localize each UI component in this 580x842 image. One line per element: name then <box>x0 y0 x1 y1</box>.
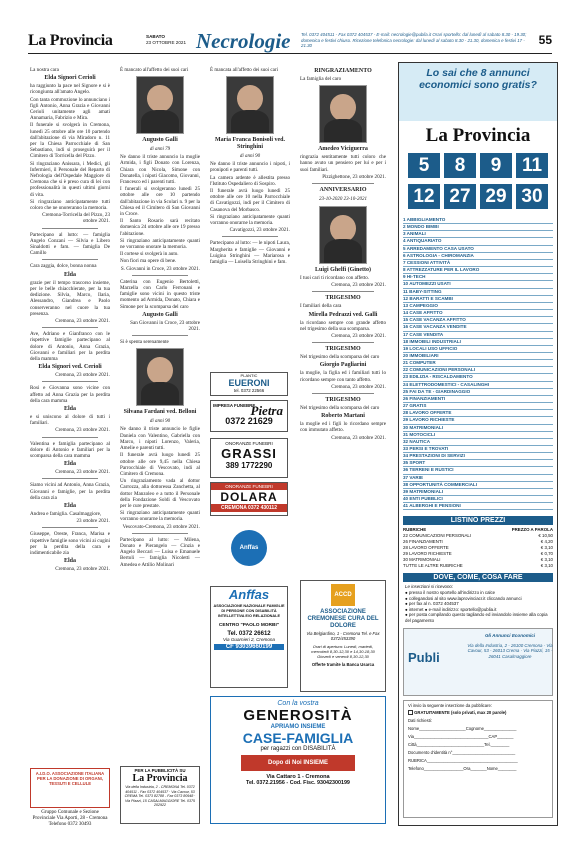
column-4 <box>300 66 386 443</box>
publication-title: La Provincia <box>28 32 113 49</box>
plantic-tel: tel. 0372 22566 <box>233 388 265 393</box>
notice-text: Un ringraziamento vada al dottor Carrozza, alla dottoressa Zanchetta, al dottor Manzoleo e a tutto il Personale della Fondazione Soldi di Vescovato per le cure prestate. <box>120 478 200 509</box>
form-field[interactable]: Dati richiesti: <box>408 717 432 723</box>
notice-text: ha raggiunto la pace nel Signore e si è ricongiunta all'amato Angelo. <box>30 83 110 96</box>
where-how-title: DOVE, COME, COSA FARE <box>403 573 553 582</box>
price-rubric: TUTTE LE ALTRE RUBRICHE <box>403 563 463 569</box>
anffas-ad <box>210 586 288 688</box>
name-heading: TRIGESIMO <box>325 295 361 302</box>
pietra-tel: 0372 21629 <box>225 416 273 426</box>
category-item: 19 LOCALI USO UFFICIO <box>403 346 553 353</box>
accd-foot: Offerte tramite la Banca Usarca <box>311 661 375 667</box>
category-item: 7 CESSIONI ATTIVITÀ <box>403 260 553 267</box>
publicity-text: Via della Industria, 2 - CREMONA Tel. 0372 404511 - Fax 0372 404537 · Via Cavour, 53 CREMA Tel. 0373 82788 - Fax 0373 80948 · Via Piazzi, 15 CASALMAGGIORE Tel. 0375 202922 <box>124 785 196 808</box>
place-date: Vescovato-Cremona, 23 ottobre 2021. <box>122 523 200 530</box>
name-heading: Mirella Pedrazzi ved. Galli <box>308 311 378 318</box>
publicity-title: PER LA PUBBLICITÀ SU <box>134 768 186 773</box>
category-item: 26 FINANZIAMENTI <box>403 396 553 403</box>
anffas-addr: Via Guarnieri 2, Cremona <box>222 637 275 643</box>
category-item: 21 COMPUTER <box>403 360 553 367</box>
publi-logo: Publi <box>408 649 440 665</box>
form-field[interactable]: Via________________________________CAP_______ <box>408 733 514 739</box>
portrait-photo <box>319 85 367 143</box>
price-value: € 10,50 <box>538 533 553 539</box>
free-day-box: 8 <box>444 153 476 178</box>
notice-text: Ave, Adriano e Gianfranco con le rispettive famiglie partecipano al dolore di Antonio, Anna Grazia, Giovanni e familiari per la perdita della mamma <box>30 331 110 362</box>
name-heading: Elda <box>63 405 76 412</box>
name-heading: RINGRAZIAMENTO <box>314 68 372 74</box>
gen-tel: Tel. 0372.21956 - Cod. Fisc. 93042300199 <box>246 780 350 786</box>
grassi-tel: 389 1772290 <box>225 461 273 470</box>
pietra-name: Pietra <box>250 403 283 418</box>
anffas-logo-box <box>210 522 288 580</box>
price-list-title: LISTINO PREZZI <box>403 516 553 525</box>
category-item: 36 TERRENI E RUSTICI <box>403 467 553 474</box>
name-heading: Elda <box>63 502 76 509</box>
price-value: € 3,10 <box>540 545 553 551</box>
price-value: € 3,10 <box>540 557 553 563</box>
grassi-ad <box>210 438 288 478</box>
notice-text: Si ringraziano anticipatamente quanti vorranno onorarne la memoria. <box>210 213 290 227</box>
place-date: S. Giovanni in Croce, 23 ottobre 2021. <box>120 265 200 272</box>
price-value: € 4,20 <box>540 539 553 545</box>
days-row-1 <box>399 153 557 178</box>
category-item: 30 MATRIMONIALI <box>403 425 553 432</box>
notice-text: La camera ardente è allestita presso l'Istituto Ospedaliero di Sospiro. <box>210 174 290 187</box>
gen-dopo: Dopo di Noi INSIEME <box>241 755 355 771</box>
notice-text: Si ringraziano anticipatamente quanti vorranno onorarne la memoria. <box>120 510 200 523</box>
accd-name: ASSOCIAZIONE CREMONESE CURA DEL DOLORE <box>307 609 379 629</box>
category-item: 2 MONDO BIMBI <box>403 224 553 231</box>
category-item: 33 PERSI E TROVATI <box>403 446 553 453</box>
name-heading: Augusto Galli <box>142 311 178 318</box>
name-heading: Elda <box>63 271 76 278</box>
notice-text: Il funerale avrà luogo lunedì 25 ottobre alle ore 10 nella Parrocchiale di Cavatigozzi, indi per il Cimitero di Casanova del Morbasco. <box>210 188 290 213</box>
notice-text: Siamo vicini ad Antonio, Anna Grazia, Giovanni e famiglie, per la perdita della cara zia <box>30 482 110 501</box>
notice-text: Nel trigesimo della scomparsa del caro <box>300 405 380 412</box>
notice-text: Si ringraziano anticipatamente tutti coloro che ne onoreranno la memoria. <box>30 198 110 212</box>
notice-text: Partecipano al lutto: — famiglia Angelo Conzani — Silvia e Libero Sinaldotti e fam. — famiglia De Camillo <box>30 231 110 257</box>
category-item: 10 AUTOMEZZI USATI <box>403 281 553 288</box>
category-item: 32 NAUTICA <box>403 439 553 446</box>
separator <box>42 381 98 382</box>
notice-text: Con tanta commozione lo annunciano i figli Antonio, Anna Grazia e Giovanni Cerioli unitamente agli amati Annamaria, Fabrizio e Mira. <box>30 96 110 122</box>
category-item: 20 IMMOBILIARI <box>403 353 553 360</box>
notice-text: grazie per il tempo trascorso insieme, per le belle chiacchierate, per la tua dedizione. Silvia, Marco, Ilaria, Alessandro, Giandrea e Paolo conserveranno nel cuore la tua presenza. <box>30 279 110 317</box>
aido-ad <box>30 768 110 808</box>
price-value: € 3,10 <box>540 563 553 569</box>
anffas-name: Anffas <box>228 587 270 602</box>
plantic-name: PLANTIC <box>240 373 258 378</box>
free-day-box: 12 <box>408 184 440 209</box>
where-how-item: ● per posta compilando questo tagliando ed inviandolo insieme alla copia del pagamento <box>405 612 548 623</box>
days-row-2 <box>399 184 557 209</box>
separator <box>312 342 374 343</box>
publi-box <box>403 628 553 696</box>
category-item: 4 ANTIQUARIATO <box>403 238 553 245</box>
notice-text: Rosi e Giovanna sono vicine con affetto ad Anna Grazia per la perdita della cara mamma <box>30 385 110 404</box>
name-heading: Augusto Galli <box>142 137 178 144</box>
anffas-logo: Anffas <box>231 530 267 566</box>
notice-text: 23-10-2020 23-10-2021 <box>319 197 367 203</box>
notice-text: Partecipano al lutto: — Milena, Donato e Pierangelo — Cinzia e Angelo Beccari — Luisa e Emanuele Bertoli — famiglia Nicoletti — Amedea e Attilio Molinari <box>120 536 200 568</box>
category-item: 8 ATTREZZATURE PER IL LAVORO <box>403 267 553 274</box>
name-heading: Elda Signori Cerioli <box>44 75 96 82</box>
accd-logo: ACCD <box>331 584 355 606</box>
name-heading: Maria Franca Bonisoli ved. Stringhini <box>215 137 285 151</box>
notice-text: di anni 90 <box>149 419 171 425</box>
pietra-top: IMPRESA FUNEBRE <box>213 403 256 408</box>
notice-text: la moglie ed i figli lo ricordano sempre con immutato affetto. <box>300 421 386 434</box>
form-field[interactable]: Documento d'identità n°___________________________ <box>408 749 516 755</box>
issue-date-text: 23 OTTOBRE 2021 <box>146 40 187 45</box>
place-date: Cremona, 23 ottobre 2021. <box>55 469 110 476</box>
free-day-box: 9 <box>480 153 512 178</box>
classified-headline-text: Lo sai che 8 annunci economici sono gratis? <box>419 67 537 91</box>
notice-text: e si uniscono al dolore di tutti i familiari. <box>30 413 110 427</box>
name-heading: Silvana Fardani ved. Belloni <box>123 409 197 416</box>
publi-text: Via della Industria, 2 - 26100 Cremona · Via Cavour, 53 - 26013 Crema · Via Piazzi, 15 - 26041 Casalmaggiore <box>467 642 553 659</box>
gratis-checkbox[interactable] <box>408 710 413 715</box>
place-date: Cremona, 23 ottobre 2021. <box>331 333 386 340</box>
gen-sub: per ragazzi con DISABILITÀ <box>260 746 336 752</box>
free-day-box: 29 <box>480 184 512 209</box>
category-item: 9 HI-TECH <box>403 274 553 281</box>
column-2 <box>120 66 200 568</box>
notice-text: la ricordano sempre con grande affetto nel trigesimo della sua scomparsa. <box>300 319 386 332</box>
form-field[interactable]: Città_____________________________Tel.________ <box>408 741 510 747</box>
form-field[interactable]: Nome____________________Cognome______________ <box>408 725 517 731</box>
price-rubric: 26 FINANZIAMENTI <box>403 539 443 545</box>
form-field[interactable]: RUBRICA_______________________________________ <box>408 757 518 763</box>
section-title: Necrologie <box>196 29 291 53</box>
plantic-ad <box>210 372 288 396</box>
anffas-center: CENTRO "PAOLO MORBI" <box>218 623 280 629</box>
category-item: 31 MOTOCICLI <box>403 432 553 439</box>
name-heading: Roberto Martani <box>321 413 365 420</box>
notice-text: Giuseppe, Oreste, Franca, Marisa e rispettive famiglie sono vicini ai cugini per la perdita della cara e indimenticabile zia <box>30 531 110 556</box>
place-date: Pizzighettone, 23 ottobre 2021. <box>322 173 386 180</box>
where-how-intro: Le inserzioni si ricevono: <box>405 584 454 590</box>
price-rubric: 28 LAVORO OFFERTE <box>403 545 449 551</box>
grassi-top: ONORANZE FUNEBRI <box>225 441 273 446</box>
notice-text: Nel trigesimo della scomparsa del caro <box>300 354 380 361</box>
notice-text: Ne danno il triste annuncio i nipoti, i pronipoti e parenti tutti. <box>210 161 290 174</box>
anffas-cf: CF 93039660199 <box>214 644 284 650</box>
plantic-sub: EUERONI <box>228 378 270 388</box>
separator <box>42 327 98 328</box>
place-date: Cremona, 23 ottobre 2021. <box>55 427 110 434</box>
dolara-tel: CREMONA 0372 430112 <box>211 504 287 512</box>
price-row <box>403 563 553 569</box>
publicity-ad <box>120 766 200 824</box>
name-heading: Giorgio Pagliarini <box>319 362 367 369</box>
gen-case: CASE-FAMIGLIA <box>242 730 354 746</box>
notice-text: I tuoi cari ti ricordano con affetto. <box>300 275 370 282</box>
notice-text: Il funerale avrà luogo lunedì 25 ottobre alle ore 9,45 nella Chiesa Parrocchiale di Vescovato, indi al Cimitero di Cremona. <box>120 452 200 477</box>
place-date: Cremona, 23 ottobre 2021. <box>331 434 386 441</box>
prices-head-left: RUBRICHE <box>403 527 427 533</box>
name-heading: Elda Signori ved. Cerioli <box>38 364 102 371</box>
aido-title: A.I.D.O. ASSOCIAZIONE ITALIANA PER LA DONAZIONE DI ORGANI, TESSUTI E CELLULE <box>35 771 105 786</box>
category-item: 5 ARREDAMENTO CASA USATO <box>403 246 553 253</box>
category-item: 6 ASTROLOGIA - CHIROMANZIA <box>403 253 553 260</box>
order-form[interactable] <box>403 700 553 818</box>
price-rubric: 30 MATRIMONIALI <box>403 557 441 563</box>
category-item: 39 MATRIMONIALI <box>403 489 553 496</box>
place-date: Cremona-Torricella del Pizzo, 23 ottobre 2021. <box>42 212 110 225</box>
free-day-box: 11 <box>516 153 548 178</box>
category-item: 27 GRATIS <box>403 403 553 410</box>
notice-text: Ne danno il triste annuncio le figlie Daniela con Valentino, Gabriella con Marco, i nipoti Lorenzo, Valeria, Amelie e parenti tutti. <box>120 426 200 452</box>
column-1 <box>30 66 110 574</box>
accd-tail: Orari di apertura: Lunedì, martedì, mercoledì 8,30-12,30 e 14,30-18,30 Giovedì e venerdì 8,30-12,30 <box>311 643 375 659</box>
notice-text: ringrazia sentitamente tutti coloro che hanno avuto un pensiero per lui e per i suoi familiari. <box>300 154 386 173</box>
accd-ad <box>300 580 386 692</box>
notice-text: I funerali si svolgeranno lunedì 25 ottobre alle ore 10 partendo dall'abitazione in via Scolari n. 9 per la Chiesa ed il Cimitero di San Giovanni in Croce. <box>120 186 200 218</box>
notice-text: I familiari della cara <box>300 303 342 310</box>
name-heading: Amedeo Viciguerra <box>318 146 368 153</box>
price-rubric: 29 LAVORO RICHIESTE <box>403 551 452 557</box>
category-item: 40 ENTI PUBBLICI <box>403 496 553 503</box>
anffas-sub: ASSOCIAZIONE NAZIONALE FAMIGLIE DI PERSONE CON DISABILITÀ INTELLETTIVA E/O RELAZIONALE <box>213 604 285 618</box>
category-item: 24 ELETTRODOMESTICI - CASALINGHI <box>403 382 553 389</box>
price-value: € 0,70 <box>540 551 553 557</box>
gen-top: Con la vostra <box>277 700 319 707</box>
category-item: 34 PRESTAZIONI DI SERVIZI <box>403 453 553 460</box>
dolara-top: ONORANZE FUNEBRI <box>211 483 287 490</box>
notice-text: Partecipano al lutto: — le nipoti Laura, Margherita e famiglie — Giovanni e Luigina Stringhini — Mariarosa e famiglia — Loisella Stringhini e fam. <box>210 240 290 266</box>
name-heading: TRIGESIMO <box>325 346 361 353</box>
category-item: 1 ABBIGLIAMENTO <box>403 217 553 224</box>
separator <box>132 335 188 336</box>
separator <box>132 275 188 276</box>
classified-ads-panel <box>398 62 558 826</box>
separator <box>42 478 98 479</box>
notice-text: la moglie, la figlia ed i familiari tutti lo ricordano sempre con tanto affetto. <box>300 370 386 383</box>
separator <box>42 527 98 528</box>
accd-text: Via Belgiardino, 1 - Cremona Tel. e Fax 0372/453390 <box>306 631 380 642</box>
place-date: Cremona, 23 ottobre 2021. <box>55 372 110 379</box>
category-item: 25 FAI DA TE - GIARDINAGGIO <box>403 389 553 396</box>
category-item: 3 ANIMALI <box>403 231 553 238</box>
prices-head-right: PREZZO A PAROLA <box>511 527 553 533</box>
pietra-ad <box>210 400 288 432</box>
place-date: Cremona, 23 ottobre 2021. <box>331 383 386 390</box>
separator <box>312 393 374 394</box>
column-3 <box>210 66 290 265</box>
notice-text: Non fiori ma opere di bene. <box>120 258 177 265</box>
gen-mid: APRIAMO INSIEME <box>270 724 326 730</box>
gen-addr: Via Cattaro 1 - Cremona <box>266 774 330 780</box>
notice-text: Si ringraziano Anissara, i Medici, gli Infermieri, il Personale del Reparto di Nefrologia dell'Ospedale Maggiore di Cremona che si è preso cura di lei con professionalità in questi ultimi giorni di vita. <box>30 160 110 198</box>
notice-text: È mancato all'affetto dei suoi cari <box>120 67 189 73</box>
portrait-photo <box>136 348 184 406</box>
place-date: 23 ottobre 2021. <box>76 518 110 525</box>
category-list <box>403 217 553 510</box>
place-date: Cavatigozzi, 23 ottobre 2021. <box>229 227 290 234</box>
aido-text: Gruppo Comunale e Sezione Provinciale Via Aporti, 28 - Cremona Telefono 0372 30493 <box>32 810 108 827</box>
generosity-ad <box>210 696 386 824</box>
dolara-ad <box>210 482 288 516</box>
category-item: 38 OPPORTUNITÀ COMMERCIALI <box>403 482 553 489</box>
form-intro: Vi invio la seguente inserzione da pubblicare: <box>408 702 492 708</box>
where-how-list <box>405 584 551 623</box>
place-date: San Giovanni in Croce, 23 ottobre 2021. <box>130 319 200 333</box>
category-item: 12 BARATTI E SCAMBI <box>403 296 553 303</box>
notice-text: Il cortese si svolgerà in auto. <box>120 251 179 258</box>
gen-big: GENEROSITÀ <box>243 707 353 724</box>
where-how-item: ● collegandosi al sito www.laprovinciacr.it cliccando annunci <box>405 595 522 601</box>
where-how-item: ● presso il nostro sportello all'indirizzo in calce <box>405 590 496 595</box>
issue-day: SABATO <box>146 34 165 39</box>
notice-text: La nostra cara <box>30 67 59 73</box>
notice-text: Il Santo Rosario sarà recitato domenica 24 ottobre alle ore 19 presso l'abitazione. <box>120 218 200 237</box>
form-field[interactable]: Telefono_________________Ora_______Nome________ <box>408 765 517 771</box>
form-gratis[interactable] <box>408 709 548 717</box>
price-table <box>403 527 553 569</box>
name-heading: Elda <box>63 461 76 468</box>
page-header <box>28 30 552 54</box>
category-item: 13 CAMPEGGIO <box>403 303 553 310</box>
grassi-name: GRASSI <box>221 446 277 461</box>
free-day-box: 30 <box>516 184 548 209</box>
category-item: 35 SPORT <box>403 460 553 467</box>
portrait-photo <box>226 76 274 134</box>
place-date: Cremona, 23 ottobre 2021. <box>331 282 386 289</box>
notice-text: Si è spenta serenamente <box>120 339 169 346</box>
classified-headline <box>399 63 557 121</box>
separator <box>42 259 98 260</box>
name-heading: Elda <box>63 558 76 565</box>
publicity-logo: La Provincia <box>132 773 188 784</box>
portrait-photo <box>136 76 184 134</box>
contact-info: Tel. 0372 404511 - Fax 0372 404537 - E-mail: necrologie@publia.it Orari sportello: dal lunedì al sabato 8.30 - 19.30; domenica e festivi chiuso. Ricezione telefonica necrologie: dal lunedì al sabato 8.30 - 21.30, domenica e festivi 17 - 21.30 <box>301 32 527 49</box>
name-heading: TRIGESIMO <box>325 397 361 404</box>
notice-text: Ne danno il triste annuncio la moglie Armida, i figli Donato con Lorenza, Chiara con Nicola, Simone con Donatella, i nipoti Giacomo, Giovanni, Francesco ed i parenti tutti. <box>120 154 200 186</box>
category-item: 18 IMMOBILI INDUSTRIALI <box>403 339 553 346</box>
notice-text: La famiglia del caro <box>300 76 342 82</box>
notice-text: Andrea e famiglia. Casalmaggiore, <box>30 510 102 517</box>
category-item: 37 VARIE <box>403 475 553 482</box>
free-day-box: 5 <box>408 153 440 178</box>
place-date: Cremona, 23 ottobre 2021. <box>55 317 110 324</box>
category-item: 11 BABY-SITTING <box>403 289 553 296</box>
publi-title: Gli Annunci Economici <box>484 632 536 638</box>
category-item: 29 LAVORO RICHIESTE <box>403 417 553 424</box>
notice-text: Si ringraziano anticipatamente quanti ne vorranno onorare la memoria. <box>120 237 200 251</box>
classified-logo: La Provincia <box>425 125 531 146</box>
dolara-name: DOLARA <box>220 490 278 504</box>
notice-text: di anni 79 <box>149 147 171 153</box>
separator <box>132 533 188 534</box>
name-heading: ANNIVERSARIO <box>319 187 367 194</box>
notice-text: Caterina con Eugenio Bertoletti, Marzella con Carlo Ferronani e famiglie sono vicini in questo triste momento ad Armida, Donato, Chiara e Simone per la scomparsa del caro <box>120 278 200 310</box>
notice-text: È mancata all'affetto dei suoi cari <box>210 67 279 73</box>
notice-text: Cara zaggia, dolce, bonna nonna <box>30 263 97 270</box>
category-item: 14 CASE AFFITTO <box>403 310 553 317</box>
name-heading: Luigi Ghelfi (Ginetto) <box>315 267 371 274</box>
free-day-box: 27 <box>444 184 476 209</box>
separator <box>42 437 98 438</box>
notice-text: Valentina e famiglia partecipano al dolore di Antonio e familiari per la scomparsa della cara mamma <box>30 440 110 459</box>
price-rubric: 22 COMUNICAZIONI PERSONALI <box>403 533 472 539</box>
separator <box>42 228 98 229</box>
category-item: 28 LAVORO OFFERTE <box>403 410 553 417</box>
form-gratis-label: GRATUITAMENTE (solo privati, max 20 parole) <box>414 709 507 715</box>
category-item: 23 EDILIZIA - RISCALDAMENTO <box>403 374 553 381</box>
where-how-item: ● per fax al n. 0372 404537 <box>405 601 459 607</box>
separator <box>312 183 374 184</box>
category-item: 17 CASE VENDITA <box>403 332 553 339</box>
notice-text: di anni 90 <box>239 154 261 160</box>
separator <box>222 236 278 237</box>
page-number: 55 <box>538 33 552 47</box>
notice-text: Il funerale si svolgerà in Cremona, lunedì 25 ottobre alle ore 10 partendo dall'abitazione di via Miradoro n. 11 per la Chiesa Parrocchiale di San Sebastiano, indi si proseguirà per il Cimitero di Torricella del Pizzo. <box>30 122 110 160</box>
where-how-item: ● internet ● e-mail indirizzo: sportello@publia.it <box>405 606 497 612</box>
portrait-photo <box>319 206 367 264</box>
anffas-tel: Tel. 0372 26612 <box>227 631 271 638</box>
category-item: 15 CASE VACANZA AFFITTO <box>403 317 553 324</box>
category-item: 22 COMUNICAZIONI PERSONALI <box>403 367 553 374</box>
category-item: 41 ALBERGHI E PENSIONI <box>403 503 553 510</box>
category-item: 16 CASE VACANZA VENDITE <box>403 324 553 331</box>
place-date: Cremona, 23 ottobre 2021. <box>55 566 110 573</box>
separator <box>312 291 374 292</box>
